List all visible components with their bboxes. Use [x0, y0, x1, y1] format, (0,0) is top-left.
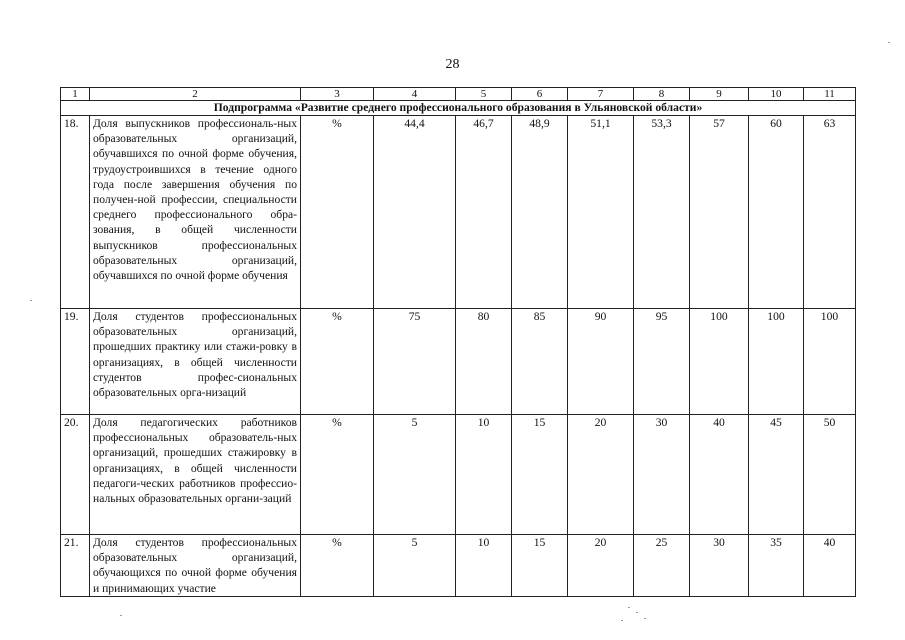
value-cell: 25 [634, 535, 690, 597]
table-row [61, 116, 856, 309]
row-number: 21. [61, 535, 90, 597]
column-header: 7 [568, 88, 634, 101]
value-cell: 90 [568, 309, 634, 415]
value-cell: 5 [374, 415, 456, 535]
column-header: 6 [512, 88, 568, 101]
column-header: 9 [690, 88, 749, 101]
value-cell: 48,9 [512, 116, 568, 309]
value-cell: 20 [568, 415, 634, 535]
page-number: 28 [445, 57, 460, 72]
value-cell: 50 [804, 415, 856, 535]
column-header: 1 [61, 88, 90, 101]
column-header: 4 [374, 88, 456, 101]
value-cell: 85 [512, 309, 568, 415]
table-row [61, 535, 856, 597]
value-cell: 20 [568, 535, 634, 597]
column-header: 2 [90, 88, 301, 101]
column-header: 11 [804, 88, 856, 101]
column-header: 8 [634, 88, 690, 101]
value-cell: 100 [749, 309, 804, 415]
value-cell: 46,7 [456, 116, 512, 309]
value-cell: 80 [456, 309, 512, 415]
value-cell: 60 [749, 116, 804, 309]
value-cell: 30 [634, 415, 690, 535]
value-cell: 5 [374, 535, 456, 597]
indicators-table [60, 87, 856, 597]
value-cell: 53,3 [634, 116, 690, 309]
indicator-description: Доля выпускников профессиональ-ных образовательных организаций, обучавшихся по очной форме обучения, трудоустроившихся в течение одного года после завершения обучения по получен-ной профессии, специальности среднего профессионального обра-зования, в общей численности выпускников профессиональных образовательных организаций, обучавшихся по очной форме обучения [90, 116, 301, 309]
value-cell: 10 [456, 415, 512, 535]
value-cell: 95 [634, 309, 690, 415]
subprogram-title: Подпрограмма «Развитие среднего профессионального образования в Ульяновской области» [61, 101, 856, 116]
unit-cell: % [301, 116, 374, 309]
column-header: 5 [456, 88, 512, 101]
value-cell: 57 [690, 116, 749, 309]
column-header: 10 [749, 88, 804, 101]
table-row [61, 415, 856, 535]
value-cell: 63 [804, 116, 856, 309]
row-number: 18. [61, 116, 90, 309]
value-cell: 10 [456, 535, 512, 597]
value-cell: 75 [374, 309, 456, 415]
value-cell: 51,1 [568, 116, 634, 309]
value-cell: 44,4 [374, 116, 456, 309]
table-row [61, 309, 856, 415]
indicator-description: Доля педагогических работников профессиональных образователь-ных организаций, прошедших стажировку в организациях, в общей численности педагоги-ческих работников профессио-нальных образовательных органи-заций [90, 415, 301, 535]
column-header: 3 [301, 88, 374, 101]
value-cell: 30 [690, 535, 749, 597]
unit-cell: % [301, 309, 374, 415]
value-cell: 15 [512, 535, 568, 597]
indicator-description: Доля студентов профессиональных образовательных организаций, обучающихся по очной форме обучения и принимающих участие [90, 535, 301, 597]
value-cell: 40 [804, 535, 856, 597]
subprogram-row [61, 101, 856, 116]
column-number-row [61, 88, 856, 101]
unit-cell: % [301, 535, 374, 597]
value-cell: 15 [512, 415, 568, 535]
value-cell: 100 [804, 309, 856, 415]
row-number: 19. [61, 309, 90, 415]
value-cell: 35 [749, 535, 804, 597]
value-cell: 100 [690, 309, 749, 415]
value-cell: 45 [749, 415, 804, 535]
value-cell: 40 [690, 415, 749, 535]
unit-cell: % [301, 415, 374, 535]
indicator-description: Доля студентов профессиональных образовательных организаций, прошедших практику или стажи-ровку в организациях, в общей численности студентов профес-сиональных образовательных орга-низаций [90, 309, 301, 415]
row-number: 20. [61, 415, 90, 535]
